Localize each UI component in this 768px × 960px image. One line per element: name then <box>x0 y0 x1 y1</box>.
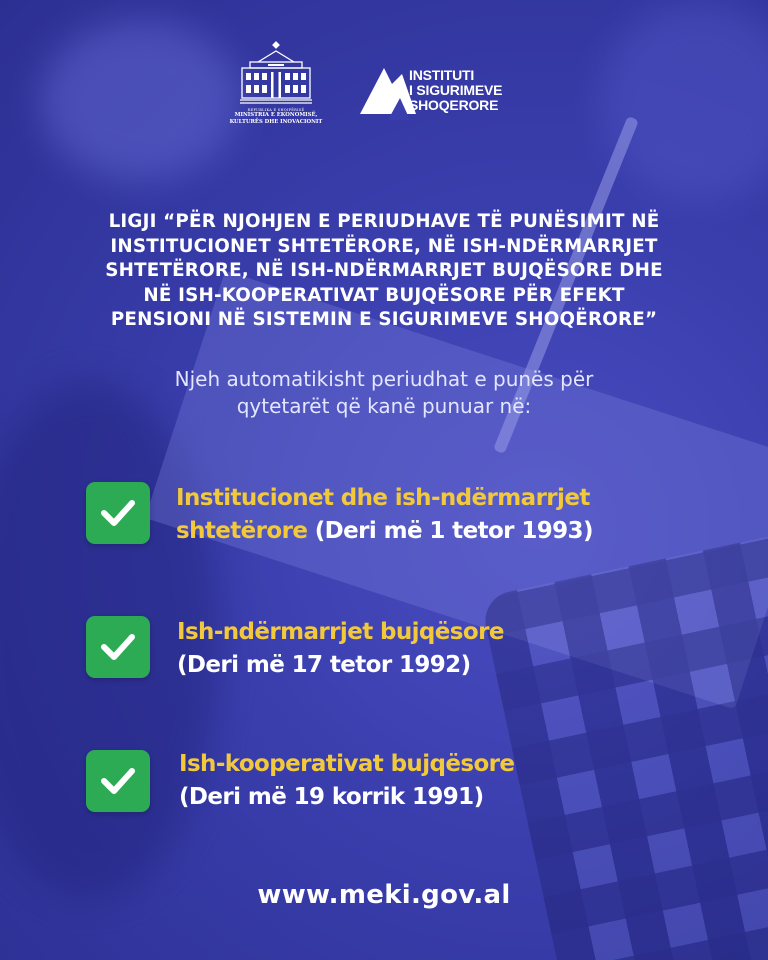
headline-line: NË ISH-KOOPERATIVAT BUJQËSORE PËR EFEKT <box>143 284 625 306</box>
ministry-small-text: REPUBLIKA E SHQIPËRISË <box>247 108 305 112</box>
check-box <box>86 616 150 678</box>
iss-name-line2: I SIGURIMEVE <box>409 82 503 98</box>
list-item-agricultural-cooperatives <box>86 750 726 820</box>
headline-line: PENSIONI NË SISTEMIN E SIGURIMEVE SHOQËRORE” <box>110 309 658 330</box>
intro-line: qytetarët që kanë punuar në: <box>236 394 532 418</box>
checkmark-icon <box>100 766 136 796</box>
ministry-logo <box>226 40 326 126</box>
headline <box>40 210 728 333</box>
headline-line: SHTETËRORE, NË ISH-NDËRMARRJET BUJQËSORE DHE <box>105 260 663 281</box>
background-blur <box>40 20 240 180</box>
list-item-state-institutions <box>86 480 726 550</box>
check-box <box>86 482 150 544</box>
item-title: shtetërore <box>176 518 308 544</box>
item-date: (Deri më 17 tetor 1992) <box>177 652 471 678</box>
intro-line: Njeh automatikisht periudhat e punës për <box>174 367 594 391</box>
list-item-agricultural-enterprises <box>86 614 726 684</box>
checkmark-icon <box>100 498 136 528</box>
website-link[interactable]: www.meki.gov.al <box>257 880 511 910</box>
item-title: Institucionet dhe ish-ndërmarrjet <box>176 485 590 511</box>
item-date: (Deri më 1 tetor 1993) <box>314 518 593 544</box>
ministry-name-line1: MINISTRIA E EKONOMISË, <box>234 112 318 118</box>
item-title: Ish-ndërmarrjet bujqësore <box>177 619 504 645</box>
item-date: (Deri më 19 korrik 1991) <box>179 784 484 810</box>
check-box <box>86 750 150 812</box>
iss-logo <box>358 62 528 122</box>
government-building-icon <box>238 40 314 106</box>
iss-name-line1: INSTITUTI <box>409 67 475 83</box>
background-blur <box>600 0 768 200</box>
intro-text <box>60 366 708 420</box>
headline-line: LIGJI “PËR NJOHJEN E PERIUDHAVE TË PUNËSIMIT NË <box>108 211 660 232</box>
headline-line: INSTITUCIONET SHTETËRORE, NË ISH-NDËRMARRJET <box>110 235 658 257</box>
checkmark-icon <box>100 632 136 662</box>
iss-name-line3: SHOQERORE <box>409 97 499 113</box>
item-title: Ish-kooperativat bujqësore <box>179 751 515 777</box>
ministry-name-line2: KULTURËS DHE INOVACIONIT <box>229 119 323 125</box>
